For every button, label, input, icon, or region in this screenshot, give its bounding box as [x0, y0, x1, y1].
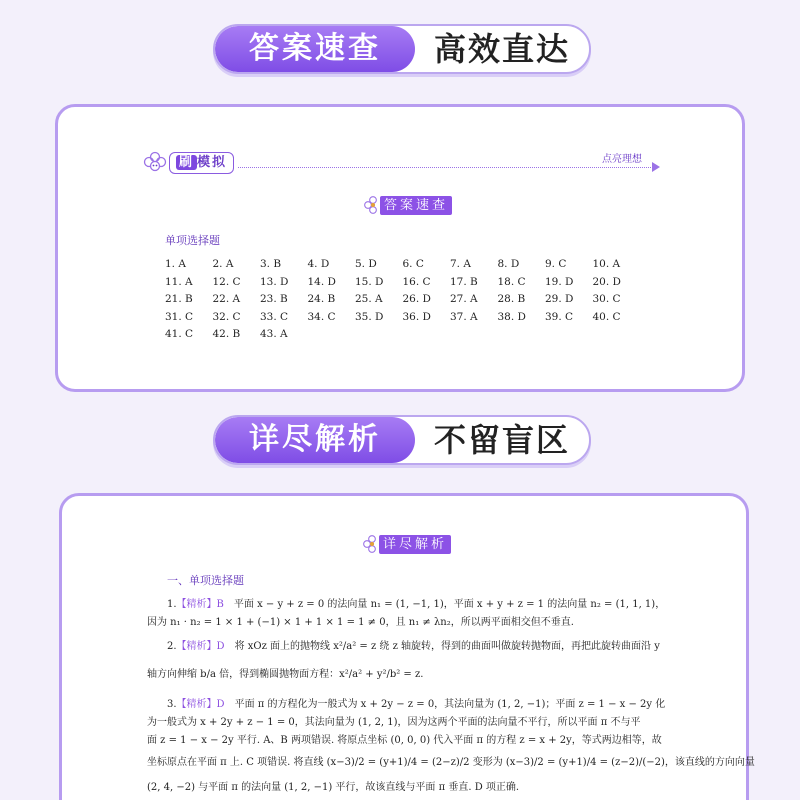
- banner-solutions-left: 详尽解析: [215, 417, 415, 463]
- answer-item: 23. B: [260, 293, 288, 305]
- answer-item: 37. A: [450, 310, 478, 323]
- solution-1: [147, 596, 667, 632]
- answer-item: 38. D: [497, 310, 526, 323]
- answer-item: 30. C: [592, 293, 621, 305]
- dotted-divider: [238, 167, 653, 168]
- answer-item: 1. A: [165, 258, 186, 270]
- banner-answer-key-right: 高效直达: [433, 30, 570, 68]
- solution-line: 为一般式为 x + 2y + z − 1 = 0，其法向量为 (1, 2, 1)，因为这两个平面的法向量不平行，所以平面 π 不与平: [147, 717, 641, 728]
- answer-item: 10. A: [592, 258, 621, 270]
- arrow-right-icon: [652, 162, 660, 172]
- answer-item: 19. D: [545, 275, 574, 288]
- solution-number: 3.: [167, 699, 177, 710]
- banner-answer-key-left: 答案速查: [215, 26, 415, 72]
- solution-text: 将 xOz 面上的抛物线 x²/a² = z 绕 z 轴旋转，得到的曲面叫做旋转抛物面，再把此旋转曲面沿 y: [234, 641, 660, 652]
- answer-item: 43. A: [260, 328, 288, 340]
- solutions-tag: [362, 534, 451, 554]
- solution-line: 面 z = 1 − x − 2y 平行. A、B 两项错误. 将原点坐标 (0, 0, 0) 代入平面 π 的方程 z = x + 2y，等式两边相等，故: [147, 735, 662, 746]
- answer-item: 35. D: [355, 310, 384, 323]
- solution-3: [147, 696, 755, 800]
- solution-line: [147, 634, 667, 660]
- solution-text: 平面 x − y + z = 0 的法向量 n₁ = (1, −1, 1)，平面 x + y + z = 1 的法向量 n₂ = (1, 1, 1)，: [233, 599, 666, 610]
- answer-letter: D: [216, 641, 225, 652]
- solutions-card: [59, 493, 755, 800]
- solution-text: 平面 π 的方程化为一般式为 x + 2y − z = 0，其法向量为 (1, 2, −1)；平面 z = 1 − x − 2y 化: [234, 699, 666, 710]
- analysis-tag: 【精析】: [176, 699, 217, 710]
- answer-item: 18. C: [497, 275, 526, 288]
- analysis-tag: 【精析】: [176, 599, 217, 610]
- answer-item: 25. A: [355, 293, 383, 305]
- answer-item: 15. D: [355, 275, 384, 288]
- banner-solutions-right: 不留盲区: [433, 421, 570, 459]
- answer-item: 17. B: [450, 275, 478, 288]
- answer-item: 26. D: [402, 293, 431, 305]
- answer-item: 28. B: [497, 293, 526, 305]
- answer-item: 2. A: [212, 258, 234, 270]
- banner-solutions: [213, 415, 591, 465]
- flower-mascot-icon: [143, 151, 167, 175]
- answer-item: 9. C: [545, 258, 567, 270]
- solution-line: (2, 4, −2) 与平面 π 的法向量 (1, 2, −1) 平行，故该直线与平面 π 垂直. D 项正确.: [147, 782, 520, 793]
- solution-2: [147, 634, 667, 690]
- answer-item: 16. C: [402, 275, 431, 288]
- solution-line: 轴方向伸缩 b/a 倍，得到椭圆抛物面方程：x²/a² + y²/b² = z.: [147, 669, 424, 680]
- solution-line: 坐标原点在平面 π 上. C 项错误. 将直线 (x−3)/2 = (y+1)/4 = (2−z)/2 变形为 (x−3)/2 = (y+1)/4 = (z−2)/(−2)，该直线的方向向量: [147, 757, 755, 768]
- solution-line: [147, 596, 667, 614]
- answer-item: 8. D: [497, 258, 520, 270]
- answer-grid: [165, 257, 645, 342]
- answer-item: 22. A: [212, 293, 241, 305]
- solutions-tag-label: 详尽解析: [379, 535, 451, 554]
- solution-number: 2.: [167, 641, 177, 652]
- answer-item: 14. D: [307, 275, 336, 288]
- answer-item: 21. B: [165, 293, 193, 305]
- answer-item: 32. C: [212, 310, 241, 323]
- answer-item: 4. D: [307, 258, 330, 270]
- answer-letter: B: [216, 599, 224, 610]
- answer-key-tag-label: 答案速查: [380, 196, 452, 215]
- solution-line: 因为 n₁ · n₂ = 1 × 1 + (−1) × 1 + 1 × 1 = 1 ≠ 0，且 n₁ ≠ λn₂，所以两平面相交但不垂直.: [147, 617, 574, 628]
- answer-item: 3. B: [260, 258, 282, 270]
- brush-label: [169, 152, 234, 174]
- solution-number: 1.: [167, 599, 177, 610]
- answer-item: 12. C: [212, 275, 241, 288]
- solutions-heading: 一、单项选择题: [167, 574, 244, 587]
- answer-item: 5. D: [355, 258, 377, 270]
- answer-item: 40. C: [592, 310, 621, 323]
- answer-item: 29. D: [545, 293, 574, 305]
- answer-item: 6. C: [402, 258, 424, 270]
- answer-item: 42. B: [212, 328, 241, 340]
- answer-key-card: [55, 104, 745, 392]
- answer-key-tag: [363, 195, 452, 215]
- answer-item: 33. C: [260, 310, 289, 323]
- answer-item: 39. C: [545, 310, 574, 323]
- answer-item: 13. D: [260, 275, 289, 288]
- answer-item: 36. D: [402, 310, 431, 323]
- banner-answer-key: [213, 24, 591, 74]
- brush-header: [143, 151, 234, 175]
- answer-item: 31. C: [165, 310, 194, 323]
- analysis-tag: 【精析】: [176, 641, 217, 652]
- answer-item: 24. B: [307, 293, 336, 305]
- solution-line: [147, 696, 667, 714]
- answer-item: 7. A: [450, 258, 471, 270]
- answer-key-heading: 单项选择题: [165, 234, 220, 247]
- answer-item: 34. C: [307, 310, 336, 323]
- answer-item: 20. D: [592, 275, 621, 288]
- brush-label-first: 刷: [176, 155, 197, 170]
- brush-label-rest: 模拟: [197, 155, 228, 170]
- answer-item: 27. A: [450, 293, 478, 305]
- answer-letter: D: [216, 699, 225, 710]
- highlight-text: 点亮理想: [602, 154, 642, 165]
- answer-item: 41. C: [165, 328, 194, 340]
- answer-item: 11. A: [165, 275, 193, 288]
